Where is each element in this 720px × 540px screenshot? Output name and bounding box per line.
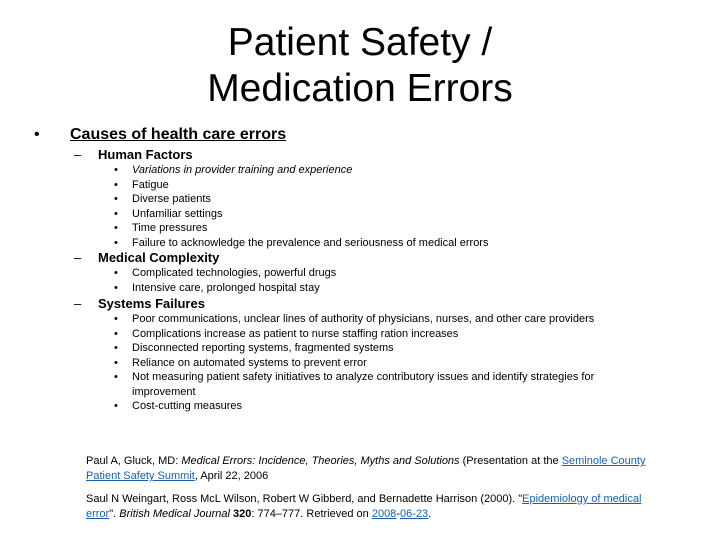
list-item: • Failure to acknowledge the prevalence and seriousness of medical errors <box>114 236 489 249</box>
bullet-icon: • <box>114 356 118 369</box>
volume: 320 <box>229 508 252 520</box>
bullet-icon: • <box>34 126 40 143</box>
bullet-icon: • <box>114 371 118 383</box>
title-line-2: Medication Errors <box>207 67 513 110</box>
list-item: • Cost-cutting measures <box>114 400 243 412</box>
date-month-day-link[interactable]: 06-23 <box>399 508 429 520</box>
list-item: • Complications increase as patient to nurse staffing ration increases <box>114 327 459 340</box>
list-item: • Unfamiliar settings <box>114 207 223 220</box>
bullet-icon: • <box>114 164 118 176</box>
references <box>86 454 666 530</box>
list-item: • Time pressures <box>114 222 208 234</box>
list-item: • Poor communications, unclear lines of authority of physicians, nurses, and other care providers <box>114 313 595 325</box>
bullet-icon: • <box>114 222 118 234</box>
list-item: • Intensive care, prolonged hospital stay <box>114 281 320 294</box>
section-heading: Systems Failures <box>98 296 205 311</box>
list-item: • Not measuring patient safety initiatives to analyze contributory issues and identify strategies for improvement <box>114 371 595 398</box>
slide-title <box>0 20 720 112</box>
bullet-icon: • <box>114 281 118 294</box>
seminole-summit-link[interactable]: Seminole County Patient Safety Summit <box>86 455 646 482</box>
list-item: • Complicated technologies, powerful drugs <box>114 267 337 279</box>
dash-icon: – <box>74 296 82 311</box>
bullet-icon: • <box>114 342 118 354</box>
list-item: • Diverse patients <box>114 193 211 205</box>
systems-failures-list <box>114 312 674 414</box>
journal-name: British Medical Journal <box>119 508 230 520</box>
bullet-icon: • <box>114 193 118 205</box>
dash-icon: – <box>74 250 82 265</box>
title-line-1: Patient Safety / <box>227 21 493 64</box>
reference-1: Paul A, Gluck, MD: Medical Errors: Incidence, Theories, Myths and Solutions (Presentation at the Seminole County Patient Safety Summit, April 22, 2006 <box>86 455 646 482</box>
bullet-icon: • <box>114 327 118 340</box>
reference-2: Saul N Weingart, Ross McL Wilson, Robert W Gibberd, and Bernadette Harrison (2000). "Epidemiology of medical error". British Medical Journal 320: 774–777. Retrieved on 2008-06-23. <box>86 493 642 520</box>
date-year-link[interactable]: 2008 <box>371 508 397 520</box>
section-heading: Human Factors <box>98 147 193 162</box>
section-heading: Medical Complexity <box>98 250 220 265</box>
bullet-icon: • <box>114 267 118 279</box>
list-item: • Variations in provider training and experience <box>114 164 353 176</box>
list-item: • Disconnected reporting systems, fragmented systems <box>114 342 394 354</box>
bullet-icon: • <box>114 313 118 325</box>
list-item: • Fatigue <box>114 178 169 191</box>
main-bullet-text: Causes of health care errors <box>70 126 287 143</box>
list-item: • Reliance on automated systems to prevent error <box>114 356 367 369</box>
bullet-icon: • <box>114 207 118 220</box>
bullet-icon: • <box>114 178 118 191</box>
reference-1-title: Medical Errors: Incidence, Theories, Myths and Solutions <box>181 455 460 467</box>
bullet-icon: • <box>114 400 118 412</box>
medical-complexity-list <box>114 266 674 295</box>
bullet-icon: • <box>114 236 118 249</box>
dash-icon: – <box>74 147 82 162</box>
human-factors-list <box>114 163 674 250</box>
epidemiology-link[interactable]: Epidemiology of medical error <box>86 493 642 520</box>
